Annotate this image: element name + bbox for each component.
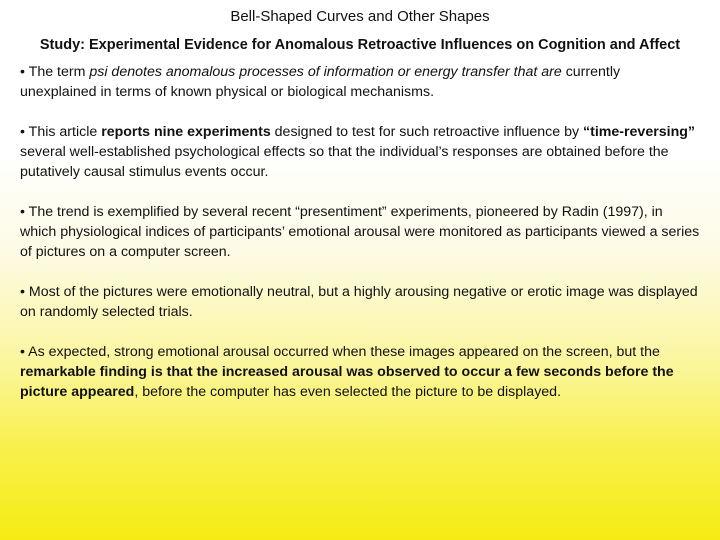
bullet-text-italic: psi denotes anomalous processes of information or energy transfer that are: [89, 64, 562, 80]
bullet-text: several well-established psychological effects so that the individual’s responses are obtained before the putatively causal stimulus events occur.: [20, 144, 669, 180]
bullet-text-bold: “time-reversing”: [583, 124, 695, 140]
bullet-item: [20, 202, 700, 262]
bullet-item: [20, 62, 700, 102]
bullet-text: • As expected, strong emotional arousal occurred when these images appeared on the screen, but the: [20, 344, 660, 360]
bullet-item: [20, 282, 700, 322]
bullet-text: • This article: [20, 124, 102, 140]
bullet-text: • The term: [20, 64, 90, 80]
slide-title: Bell-Shaped Curves and Other Shapes: [230, 8, 490, 25]
bullet-text: • Most of the pictures were emotionally neutral, but a highly arousing negative or erotic image was displayed on randomly selected trials.: [20, 284, 698, 320]
bullet-list: [20, 62, 700, 402]
slide-subtitle: Study: Experimental Evidence for Anomalous Retroactive Influences on Cognition and Affect: [39, 37, 681, 53]
bullet-text: currently unexplained in terms of known physical or biological mechanisms.: [20, 64, 621, 100]
bullet-text: • The trend is exemplified by several recent “presentiment” experiments, pioneered by Radin (1997), in which physiological indices of participants’ emotional arousal were monitored as participants viewed a series of pictures on a computer screen.: [20, 204, 700, 260]
bullet-text: , before the computer has even selected the picture to be displayed.: [134, 384, 562, 400]
bullet-item: [20, 122, 700, 182]
bullet-text-bold: reports nine experiments: [101, 124, 271, 140]
bullet-text: designed to test for such retroactive influence by: [270, 124, 584, 140]
bullet-item: [20, 342, 700, 402]
bullet-text-bold: remarkable finding is that the increased arousal was observed to occur a few seconds before the picture appeared: [20, 364, 674, 400]
